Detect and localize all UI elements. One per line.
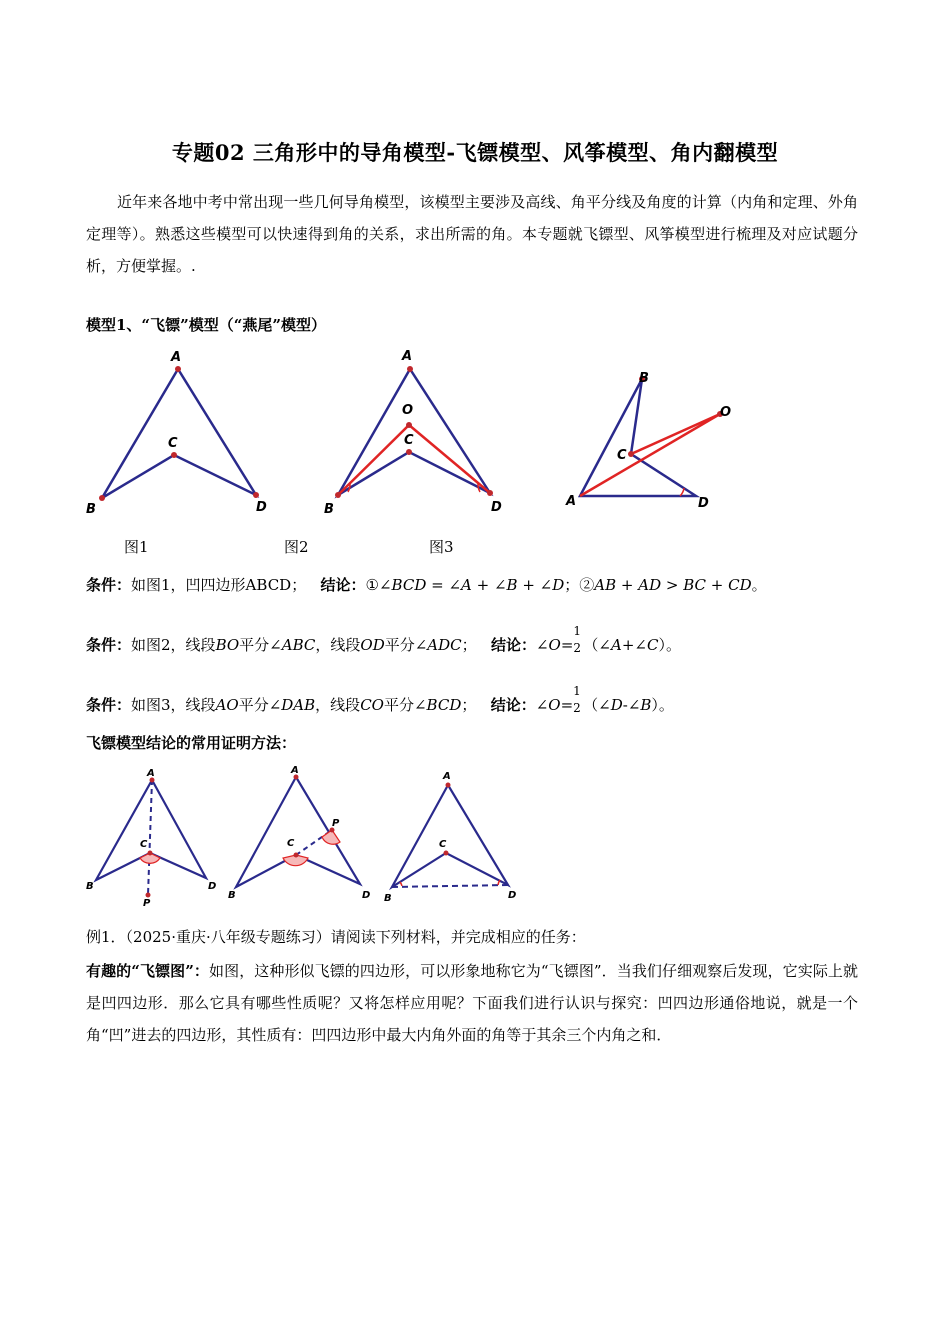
- segment-bo: BO: [215, 636, 240, 654]
- denominator: 2: [573, 641, 582, 655]
- label-o: O: [720, 405, 732, 420]
- label-a: A: [566, 494, 577, 509]
- text: （∠: [583, 636, 611, 654]
- point-c: [148, 851, 153, 856]
- angle-c: C: [646, 636, 659, 654]
- figure-2: [320, 342, 520, 522]
- point-o: [406, 422, 412, 428]
- point-a: [446, 783, 451, 788]
- text: 如图3，线段: [131, 696, 216, 714]
- text: ，线段: [315, 636, 361, 654]
- text: （∠: [583, 696, 611, 714]
- label-c: C: [168, 436, 178, 451]
- conclusion-lhs: ∠O=: [535, 636, 574, 654]
- label-d: D: [362, 890, 371, 901]
- point-a: [175, 366, 181, 372]
- condition-label: 条件：: [86, 576, 132, 594]
- interesting-label: 有趣的“飞镖图”：: [86, 962, 210, 980]
- text: ）。: [651, 696, 674, 714]
- label-a: A: [402, 349, 413, 364]
- point-d: [253, 492, 259, 498]
- angle-d: D: [610, 696, 623, 714]
- conclusion-formula-1: ∠BCD = ∠A + ∠B + ∠D: [378, 576, 565, 594]
- text: 平分∠: [384, 636, 428, 654]
- condition-label: 条件：: [86, 696, 132, 714]
- proof-figure-1: [84, 765, 229, 910]
- label-o: O: [402, 403, 414, 418]
- point-b: [335, 492, 341, 498]
- interesting-paragraph: [86, 955, 858, 1051]
- conclusion-label: 结论：: [490, 636, 536, 654]
- model1-heading: 模型1、“飞镖”模型（“燕尾”模型）: [86, 316, 326, 334]
- angle-bcd: BCD: [426, 696, 462, 714]
- dart-shape: [236, 777, 360, 887]
- text: 平分∠: [383, 696, 427, 714]
- extension-line: [148, 780, 152, 895]
- label-c: C: [404, 433, 414, 448]
- text: ；: [461, 636, 477, 654]
- point-c: [171, 452, 177, 458]
- circled-one: ①: [365, 576, 379, 594]
- dart-shape: [102, 369, 256, 498]
- conclusion-label: 结论：: [490, 696, 536, 714]
- label-d: D: [508, 890, 517, 901]
- dart-shape: [392, 785, 508, 887]
- caption-fig3: 图3: [429, 538, 454, 556]
- proof-heading: 飞镖模型结论的常用证明方法：: [86, 734, 297, 752]
- conclusion-label: 结论：: [320, 576, 366, 594]
- angle-a: A: [611, 636, 622, 654]
- label-c: C: [617, 448, 627, 463]
- label-d: D: [491, 500, 502, 515]
- angle-b: B: [640, 696, 652, 714]
- point-a: [407, 366, 413, 372]
- label-a: A: [147, 768, 155, 779]
- figure-1: [80, 345, 280, 525]
- caption-fig2: 图2: [284, 538, 309, 556]
- point-c: [628, 451, 634, 457]
- page-title: 专题02 三角形中的导角模型-飞镖模型、风筝模型、角内翻模型: [171, 140, 779, 165]
- numerator: 1: [573, 624, 582, 638]
- bisector-lines: [338, 425, 490, 495]
- label-c: C: [287, 838, 295, 849]
- condition-3: [86, 684, 674, 715]
- proof-figure-2: [228, 762, 378, 907]
- text: 平分∠: [238, 696, 282, 714]
- text: +∠: [621, 636, 647, 654]
- text: -∠: [622, 696, 641, 714]
- numerator: 1: [573, 684, 581, 698]
- label-c: C: [439, 839, 447, 850]
- segment-co: CO: [360, 696, 384, 714]
- point-c: [444, 851, 449, 856]
- label-d: D: [256, 500, 267, 515]
- segment-od: OD: [360, 636, 385, 654]
- label-p: P: [143, 898, 151, 909]
- text: 平分∠: [239, 636, 282, 654]
- dart-shape: [96, 780, 206, 880]
- label-d: D: [698, 496, 709, 511]
- conclusion-lhs: ∠O=: [535, 696, 574, 714]
- separator: ；: [564, 576, 580, 594]
- denominator: 2: [573, 701, 581, 715]
- interesting-text: 如图，这种形似飞镖的四边形，可以形象地称它为“飞镖图”．当我们仔细观察后发现，它实际上就是凹四边形．那么它具有哪些性质呢？又将怎样应用呢？下面我们进行认识与探究：凹四边形通俗地说，就是一个角“凹”进去的四边形，其性质有：凹四边形中最大内角外面的角等于其余三个内角之和．: [86, 962, 859, 1044]
- condition-label: 条件：: [86, 636, 132, 654]
- label-p: P: [332, 818, 340, 829]
- text: 如图2，线段: [131, 636, 216, 654]
- conclusion-formula-2: AB + AD > BC + CD: [594, 576, 752, 594]
- label-b: B: [228, 890, 236, 901]
- dart-shape: [338, 369, 490, 495]
- label-c: C: [140, 839, 148, 850]
- text: ，线段: [315, 696, 361, 714]
- label-d: D: [208, 881, 217, 892]
- label-a: A: [443, 771, 451, 782]
- condition-2: [86, 624, 681, 655]
- label-b: B: [86, 881, 94, 892]
- connecting-line: [392, 885, 508, 887]
- angle-adc: ADC: [427, 636, 462, 654]
- label-a: A: [291, 765, 299, 776]
- point-p: [146, 893, 151, 898]
- point-c: [406, 449, 412, 455]
- condition-1: [86, 574, 767, 595]
- label-b: B: [86, 502, 96, 517]
- caption-fig1: 图1: [124, 538, 149, 556]
- circled-two: ②: [579, 576, 595, 594]
- condition-text: 如图1，凹四边形ABCD；: [131, 576, 307, 594]
- text: ）。: [658, 636, 681, 654]
- intro-paragraph: 近年来各地中考中常出现一些几何导角模型，该模型主要涉及高线、角平分线及角度的计算（内角和定理、外角定理等）。熟悉这些模型可以快速得到角的关系，求出所需的角。本专题就飞镖型、风筝模型进行梳理及对应试题分析，方便掌握。.: [86, 193, 858, 275]
- figure-3: [560, 365, 750, 515]
- angle-dab: DAB: [281, 696, 316, 714]
- end-mark: 。: [751, 576, 767, 594]
- bisector-co: [631, 414, 720, 454]
- label-b: B: [639, 371, 649, 386]
- example-1: 例1．（2025·重庆·八年级专题练习）请阅读下列材料，并完成相应的任务：: [86, 928, 586, 946]
- point-d: [487, 490, 493, 496]
- angle-mark: [400, 882, 402, 886]
- proof-figure-3: [380, 765, 530, 910]
- segment-ao: AO: [215, 696, 239, 714]
- label-b: B: [324, 502, 334, 517]
- point-c: [294, 853, 299, 858]
- angle-abc: ABC: [281, 636, 316, 654]
- label-b: B: [384, 893, 392, 904]
- point-b: [99, 495, 105, 501]
- text: ；: [461, 696, 477, 714]
- label-a: A: [171, 350, 182, 365]
